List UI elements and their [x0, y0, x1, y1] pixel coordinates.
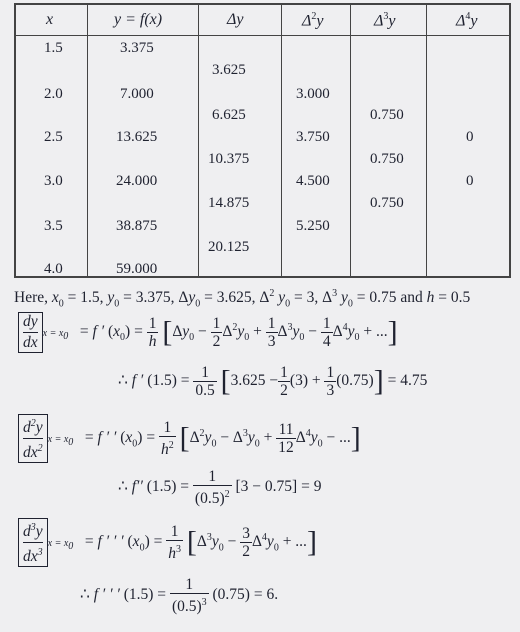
- header-d2y: $\Delta^2y$: [302, 11, 324, 30]
- dy-value: 14.875: [208, 195, 250, 211]
- header-d3y: $\Delta^3y$: [374, 11, 396, 30]
- second-derivative-formula: $\frac{d^2y}{dx^2}$ $x = x_0 = f$ ′ ′ $(x_0)$ = $\frac{1}{h^2}$ [$\Delta^2y_0 - \Delta^3y_0$ + $\frac{11}{12}$ $\Delta^4y_0$ − ...]: [18, 414, 361, 463]
- first-derivative-value: 4.75: [400, 372, 428, 390]
- x-value: 4.0: [44, 261, 63, 277]
- y-value: 59.000: [116, 261, 158, 277]
- x-value: 3.5: [44, 218, 63, 234]
- x-value: 3.0: [44, 173, 63, 189]
- y-value: 13.625: [116, 129, 158, 145]
- column-divider: [87, 5, 88, 276]
- header-dy: Δy: [227, 11, 244, 28]
- d2y-value: 5.250: [296, 218, 330, 234]
- header-y: y = f(x): [114, 11, 163, 28]
- y-value: 38.875: [116, 218, 158, 234]
- d4y-value: 0: [466, 173, 474, 189]
- d2y-value: 4.500: [296, 173, 330, 189]
- dy-value: 6.625: [212, 107, 246, 123]
- dy-value: 10.375: [208, 151, 250, 167]
- third-derivative-value: 6.: [266, 586, 279, 604]
- third-derivative-formula: $\frac{d^3y}{dx^3}$ $x = x_0 = f$ ′ ′ ′ $(x_0)$ = $\frac{1}{h^3}$ [$\Delta^3y_0$ − $\frac{3}{2}$ $\Delta^4y_0$ + ...]: [18, 518, 317, 567]
- d3y-value: 0.750: [370, 107, 404, 123]
- header-d4y: $\Delta^4y$: [456, 11, 478, 30]
- x-value: 2.5: [44, 129, 63, 145]
- column-divider: [281, 5, 282, 276]
- header-x: x: [46, 11, 54, 28]
- column-divider: [350, 5, 351, 276]
- second-derivative-result: ∴ f′′ (1.5) = $\frac{1}{(0.5)^2}$ [3 − 0.75] = 9: [118, 468, 322, 508]
- difference-table: [14, 3, 511, 278]
- d3y-value: 0.750: [370, 195, 404, 211]
- d4y-value: 0: [466, 129, 474, 145]
- first-derivative-result: ∴ f ′ (1.5) = $\frac{1}{0.5}$ [3.625 − $\frac{1}{2}$ (3) + $\frac{1}{3}$ (0.75)] = 4.75: [118, 364, 428, 399]
- x-value: 1.5: [44, 40, 63, 56]
- y-value: 7.000: [120, 86, 154, 102]
- third-derivative-result: ∴ f ′ ′ ′ (1.5) = $\frac{1}{(0.5)^3}$ (0.75) = 6.: [80, 576, 279, 616]
- y-value: 3.375: [120, 40, 154, 56]
- d3y-value: 0.750: [370, 151, 404, 167]
- dy-value: 3.625: [212, 62, 246, 78]
- column-divider: [426, 5, 427, 276]
- d2y-value: 3.750: [296, 129, 330, 145]
- first-derivative-formula: $\frac{dy}{dx}$ $x = x_0 = f$ ′ $(x_0)$ = $\frac{1}{h}$ [$\Delta y_0$ − $\frac{1}{2}$ $\Delta^2y_0$ + $\frac{1}{3}$ $\Delta^3y_0$ − $\frac{1}{4}$ $\Delta^4y_0$ + ...]: [18, 312, 398, 353]
- dy-value: 20.125: [208, 239, 250, 255]
- column-divider: [198, 5, 199, 276]
- second-derivative-value: 9: [313, 478, 322, 496]
- y-value: 24.000: [116, 173, 158, 189]
- x-value: 2.0: [44, 86, 63, 102]
- given-values-line: Here, $x_0 = 1.5$, $y_0 = 3.375$, $\Delta y_0 = 3.625$, $\Delta^2$ $y_0 = 3$, $\Delta^3$ $y_0 = 0.75$ and h = 0.5: [14, 288, 471, 310]
- header-divider: [16, 35, 509, 36]
- d2y-value: 3.000: [296, 86, 330, 102]
